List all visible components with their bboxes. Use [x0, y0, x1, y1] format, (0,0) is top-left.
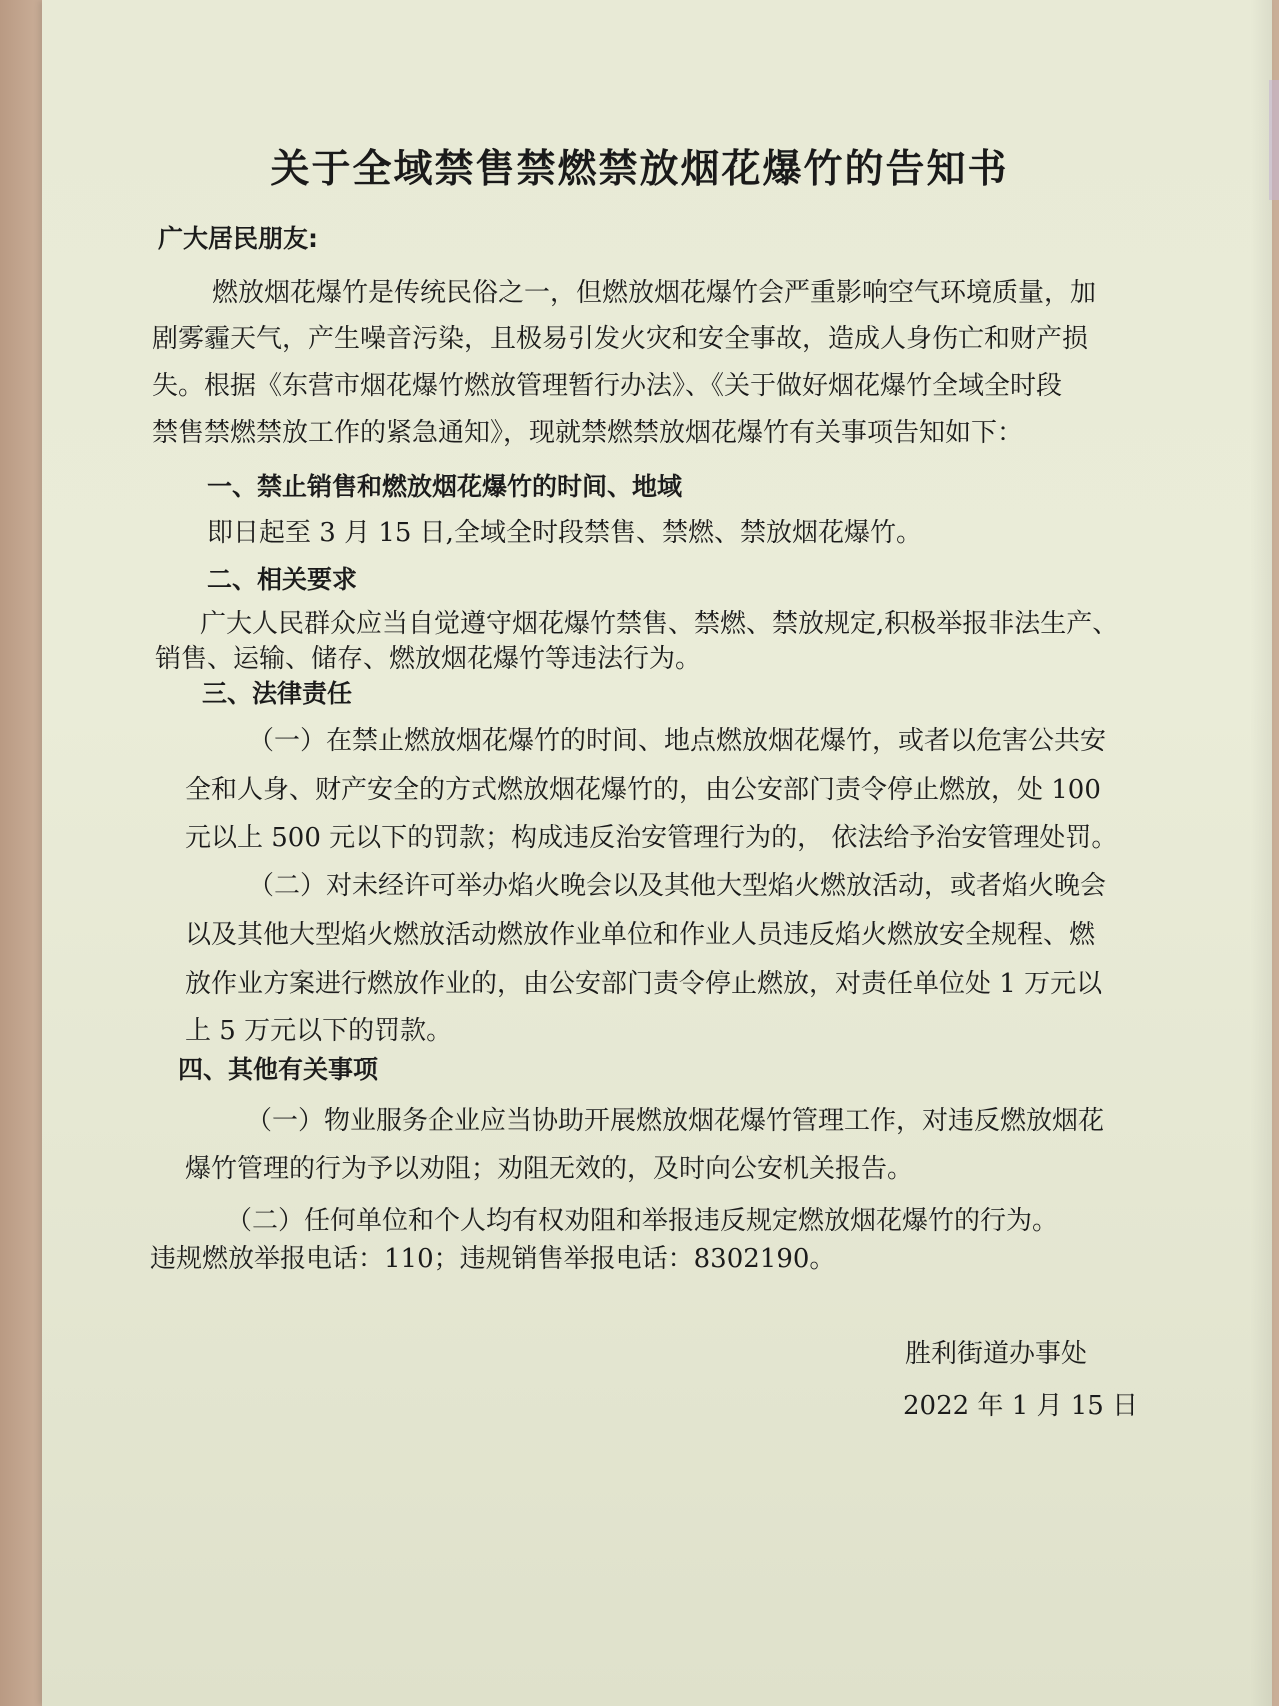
section-heading: 四、其他有关事项 — [178, 1055, 379, 1084]
notice-paper — [42, 0, 1272, 1706]
paper-shadow — [1250, 0, 1272, 1706]
section-text: 全和人身、财产安全的方式燃放烟花爆竹的，由公安部门责令停止燃放，处 100 — [185, 775, 1101, 805]
section-text: 销售、运输、储存、燃放烟花爆竹等违法行为。 — [155, 644, 702, 674]
section-text: 广大人民群众应当自觉遵守烟花爆竹禁售、禁燃、禁放规定,积极举报非法生产、 — [200, 609, 1119, 639]
section-text: 以及其他大型焰火燃放活动燃放作业单位和作业人员违反焰火燃放安全规程、燃 — [185, 920, 1096, 950]
intro-line: 失。根据《东营市烟花爆竹燃放管理暂行办法》、《关于做好烟花爆竹全域全时段 — [152, 371, 1063, 401]
intro-line: 燃放烟花爆竹是传统民俗之一，但燃放烟花爆竹会严重影响空气环境质量，加 — [212, 278, 1097, 308]
section-text: （二）任何单位和个人均有权劝阻和举报违反规定燃放烟花爆竹的行为。 — [226, 1206, 1059, 1236]
document-title: 关于全域禁售禁燃禁放烟花爆竹的告知书 — [270, 147, 1009, 192]
section-heading: 三、法律责任 — [202, 679, 353, 708]
section-text: 放作业方案进行燃放作业的，由公安部门责令停止燃放，对责任单位处 1 万元以 — [185, 969, 1103, 999]
salutation: 广大居民朋友: — [158, 224, 318, 253]
section-text: （一）在禁止燃放烟花爆竹的时间、地点燃放烟花爆竹，或者以危害公共安 — [248, 726, 1107, 756]
section-text: 元以上 500 元以下的罚款；构成违反治安管理行为的， 依法给予治安管理处罚。 — [185, 823, 1118, 853]
section-heading: 一、禁止销售和燃放烟花爆竹的时间、地域 — [207, 472, 683, 501]
signature-date: 2022 年 1 月 15 日 — [903, 1391, 1139, 1421]
section-heading: 二、相关要求 — [207, 565, 358, 594]
signature-office: 胜利街道办事处 — [905, 1339, 1088, 1369]
section-text: 违规燃放举报电话：110；违规销售举报电话：8302190。 — [150, 1244, 836, 1274]
section-text: 即日起至 3 月 15 日,全域全时段禁售、禁燃、禁放烟花爆竹。 — [207, 518, 922, 548]
section-text: （二）对未经许可举办焰火晚会以及其他大型焰火燃放活动，或者焰火晚会 — [248, 871, 1107, 901]
section-text: （一）物业服务企业应当协助开展燃放烟花爆竹管理工作，对违反燃放烟花 — [246, 1106, 1105, 1136]
intro-line: 剧雾霾天气，产生噪音污染，且极易引发火灾和安全事故，造成人身伤亡和财产损 — [152, 324, 1089, 354]
section-text: 爆竹管理的行为予以劝阻；劝阻无效的，及时向公安机关报告。 — [185, 1154, 914, 1184]
intro-line: 禁售禁燃禁放工作的紧急通知》，现就禁燃禁放烟花爆竹有关事项告知如下： — [152, 418, 1024, 448]
section-text: 上 5 万元以下的罚款。 — [185, 1016, 453, 1046]
